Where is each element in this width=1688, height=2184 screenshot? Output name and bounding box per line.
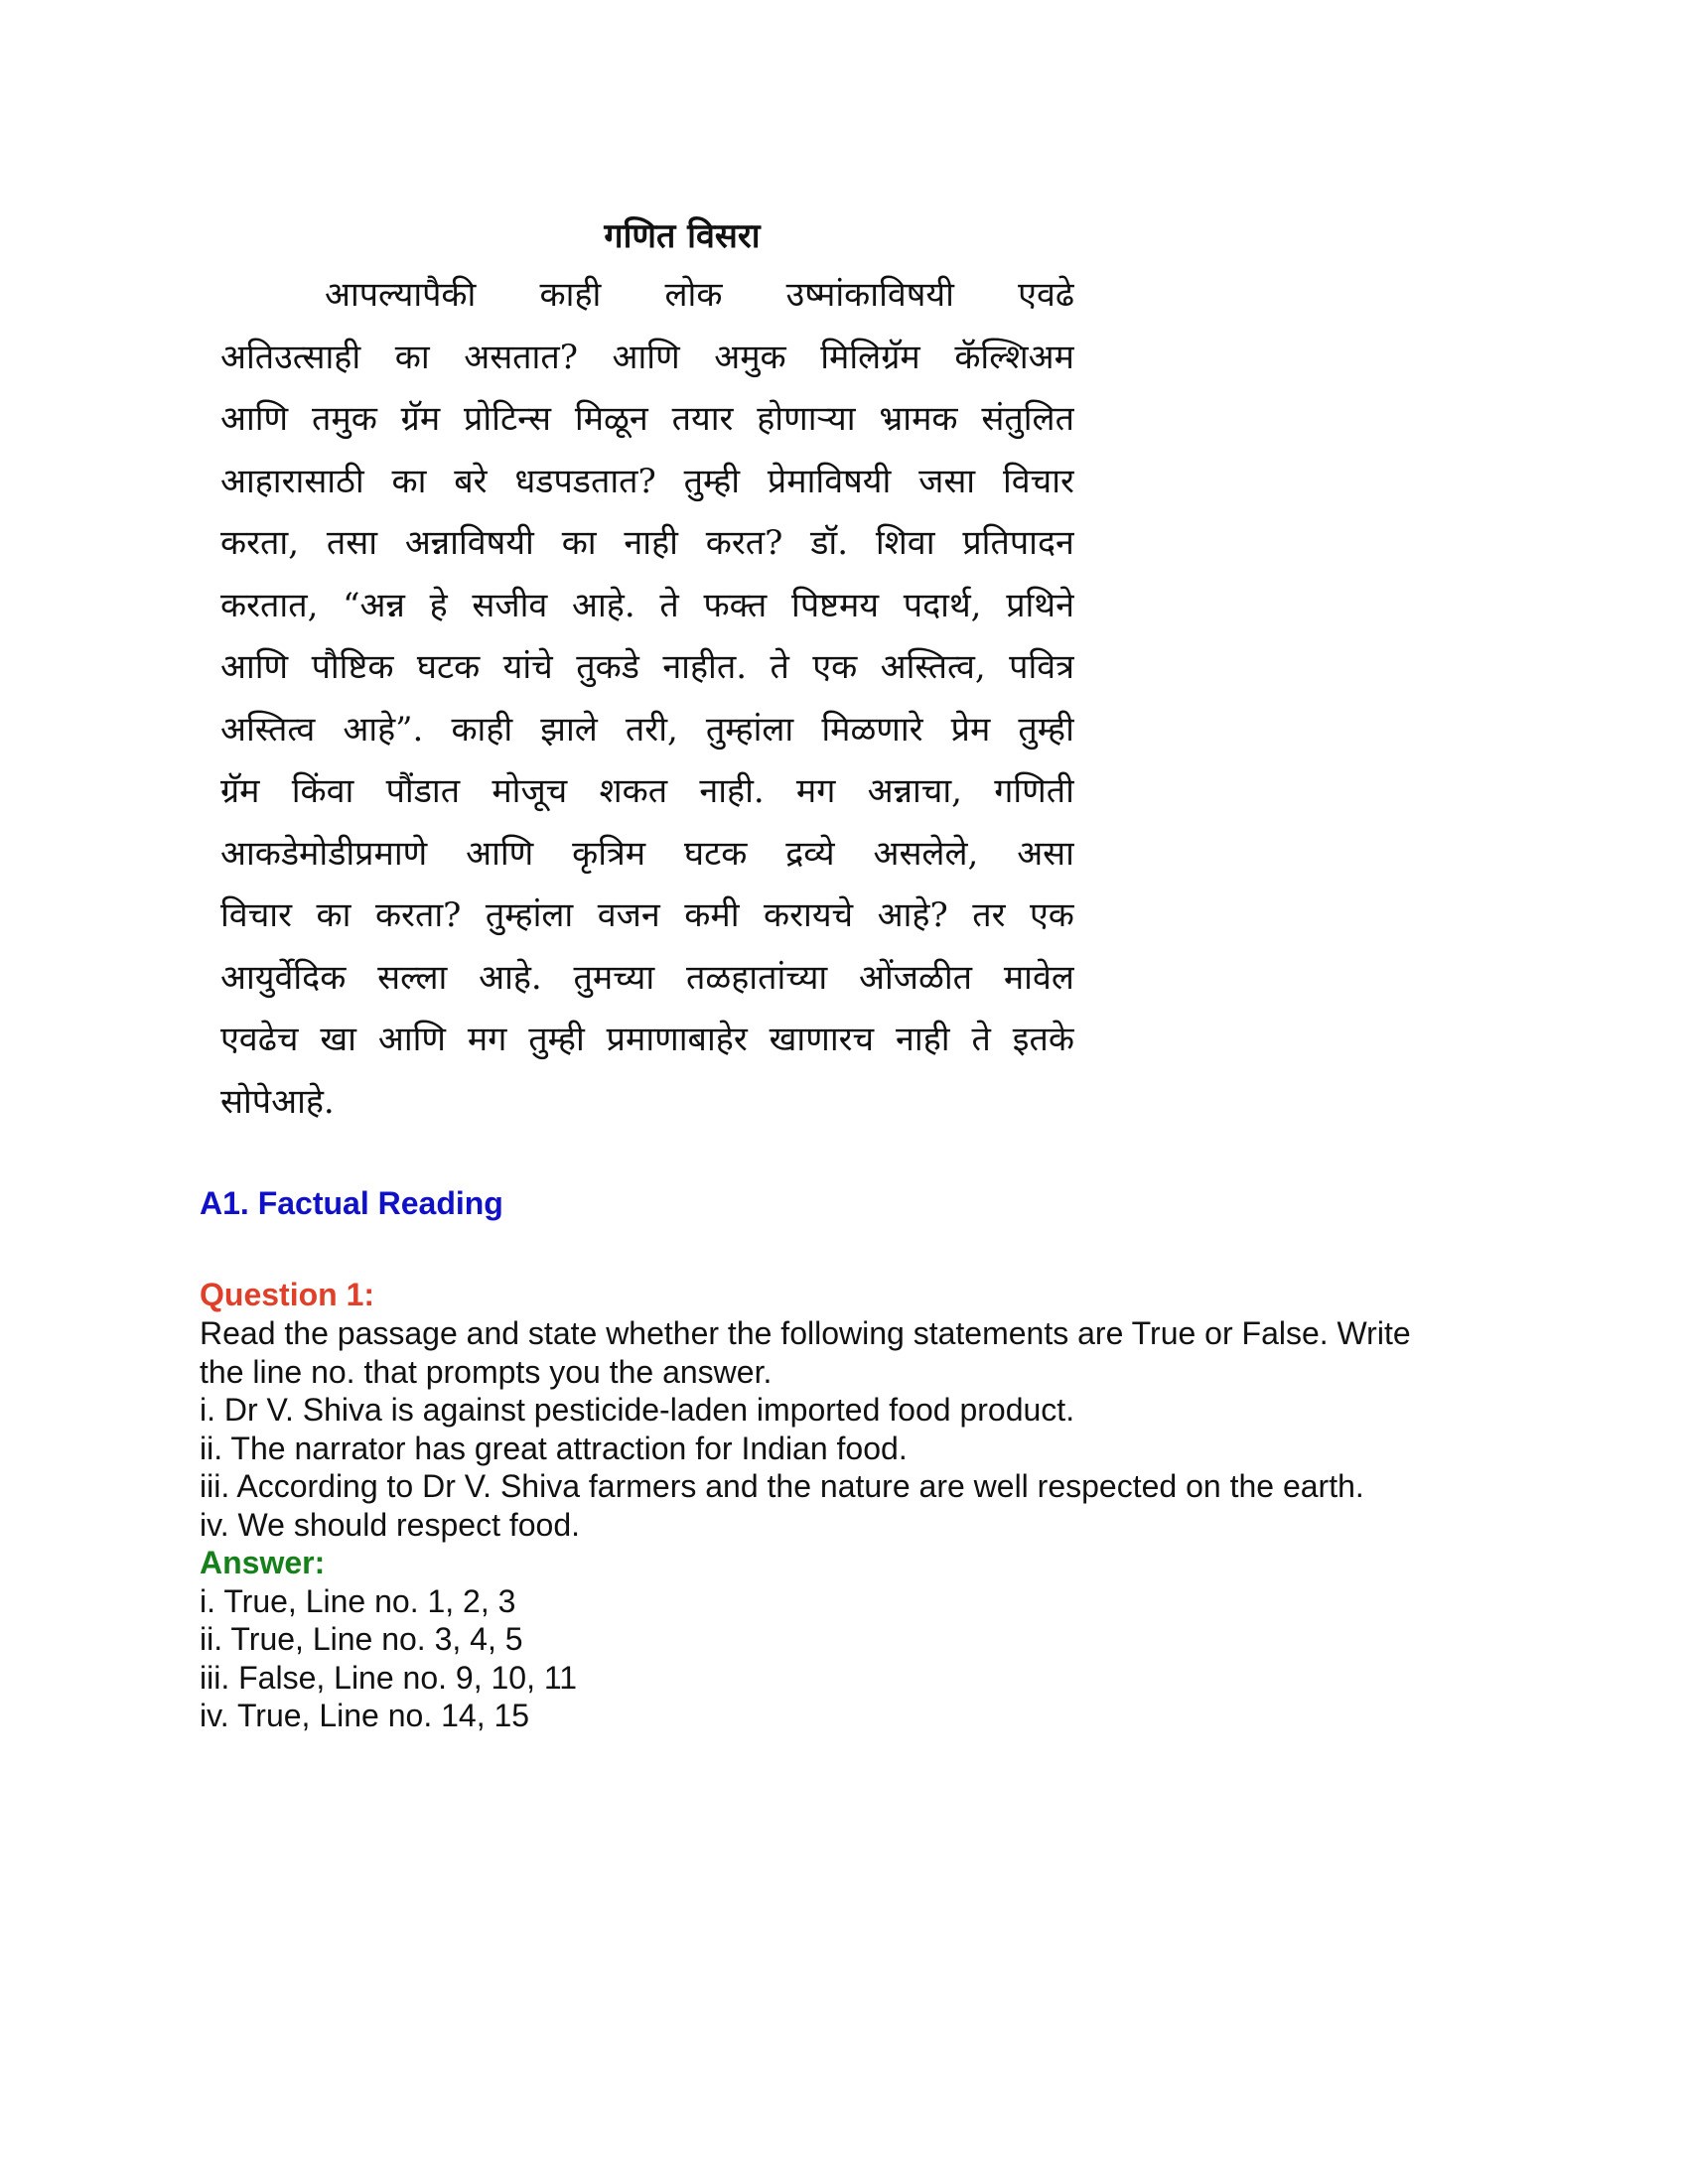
passage-word: करता, — [220, 523, 300, 563]
passage-word: करत? — [705, 523, 783, 563]
passage-word: असतात? — [464, 337, 578, 377]
passage-word: घटक — [416, 647, 481, 687]
passage-word: एवढेच — [220, 1020, 299, 1059]
passage-word: पिष्टमय — [791, 585, 880, 625]
passage-word: आणि — [377, 1020, 446, 1059]
passage-word: ग्रॅम — [220, 771, 260, 811]
passage-word: अतिउत्साही — [220, 337, 361, 377]
passage-word: धडपडतात? — [514, 461, 656, 501]
passage-word: तुम्हांला — [705, 709, 794, 750]
passage-word: विचार — [1002, 461, 1074, 501]
passage-line — [220, 699, 1074, 761]
passage-word: झाले — [540, 709, 598, 750]
passage-word: तुम्ही — [1018, 709, 1074, 750]
passage-word: का — [394, 337, 430, 377]
passage-word: नाही — [624, 523, 678, 563]
passage-word: नाहीत. — [662, 647, 748, 687]
passage-word: प्रेम — [950, 709, 991, 750]
passage-word: विचार — [220, 895, 293, 935]
passage-word: ग्रॅम — [400, 399, 441, 439]
passage-line — [220, 388, 1074, 451]
answer-item: ii. True, Line no. 3, 4, 5 — [200, 1621, 523, 1657]
passage-word: तयार — [671, 399, 734, 439]
passage-line — [220, 947, 1074, 1010]
passage-word: तुम्ही — [683, 461, 741, 501]
passage-word: ओंजळीत — [859, 957, 973, 998]
question-label: Question 1: — [200, 1277, 375, 1312]
passage-word: इतके — [1012, 1020, 1074, 1059]
marathi-passage — [220, 208, 1074, 1133]
passage-word: आहे. — [479, 957, 542, 998]
passage-word: एक — [812, 647, 858, 687]
passage-word: गणिती — [994, 771, 1074, 811]
passage-word: प्रथिने — [1006, 585, 1074, 625]
passage-word: होणाऱ्या — [757, 399, 856, 439]
passage-word: ते — [770, 647, 789, 687]
passage-word: तमुक — [311, 399, 377, 439]
passage-word: मोजूच — [492, 771, 568, 811]
passage-word: जसा — [918, 461, 976, 501]
passage-word: नाही — [896, 1020, 950, 1059]
statement-item: iv. We should respect food. — [200, 1506, 581, 1543]
passage-word: अमुक — [714, 337, 786, 377]
passage-word: मिळून — [574, 399, 648, 439]
passage-word: प्रेमाविषयी — [767, 461, 892, 501]
passage-word: बरे — [454, 461, 488, 501]
passage-word: यांचे — [502, 647, 553, 687]
passage-line — [220, 451, 1074, 513]
passage-line — [220, 885, 1074, 947]
passage-word: तुमच्या — [573, 957, 655, 998]
passage-word: भ्रामक — [879, 399, 958, 439]
passage-word: फक्त — [703, 585, 768, 625]
passage-word: प्रतिपादन — [962, 523, 1074, 563]
instruction-line: Read the passage and state whether the following statements are True or False. Write — [200, 1315, 1411, 1351]
passage-word: किंवा — [291, 771, 354, 811]
passage-word: पदार्थ, — [903, 585, 982, 625]
passage-word: तुकडे — [576, 647, 639, 687]
statement-item: iii. According to Dr V. Shiva farmers and the nature are well respected on the earth. — [200, 1468, 1364, 1504]
passage-word: सोपे — [220, 1081, 272, 1122]
passage-line — [220, 327, 1074, 389]
passage-word: कॅल्शिअम — [954, 337, 1074, 377]
passage-word: अन्नाविषयी — [404, 523, 534, 563]
passage-word: शकत — [599, 771, 668, 811]
passage-word: तुम्ही — [528, 1020, 585, 1059]
passage-line — [220, 823, 1074, 886]
passage-word: करतात, — [220, 585, 319, 625]
passage-word: आहे. — [572, 585, 635, 625]
passage-word: ते — [971, 1020, 991, 1059]
passage-title: गणित विसरा — [604, 216, 761, 256]
passage-word: करायचे — [764, 895, 854, 935]
passage-line — [220, 636, 1074, 699]
passage-word: आणि — [220, 399, 289, 439]
passage-line — [220, 264, 1074, 327]
passage-word: असा — [1017, 833, 1074, 874]
passage-word: ते — [659, 585, 679, 625]
passage-word: कृत्रिम — [572, 833, 646, 874]
answer-item: iv. True, Line no. 14, 15 — [200, 1698, 530, 1733]
passage-word: संतुलित — [981, 399, 1074, 439]
passage-word: काही — [539, 275, 602, 315]
answer-item: i. True, Line no. 1, 2, 3 — [200, 1582, 516, 1619]
passage-word: आणि — [466, 833, 534, 874]
passage-word: पौष्टिक — [311, 647, 394, 687]
passage-word: मग — [467, 1020, 507, 1059]
passage-word: आयुर्वेदिक — [220, 957, 347, 998]
passage-word: प्रोटिन्स — [464, 399, 552, 439]
passage-word: तर — [972, 895, 1006, 935]
passage-word: एक — [1029, 895, 1074, 935]
passage-word: अन्नाचा, — [867, 771, 962, 811]
passage-word: असलेले, — [873, 833, 979, 874]
passage-word: मिळणारे — [821, 709, 923, 750]
passage-word: घटक — [684, 833, 748, 874]
passage-word: प्रमाणाबाहेर — [606, 1020, 748, 1059]
answer-label: Answer: — [200, 1545, 326, 1580]
passage-word: कमी — [684, 895, 740, 935]
passage-word: खाणारच — [769, 1020, 875, 1059]
passage-word: आणि — [220, 647, 289, 687]
passage-word: डॉ. — [810, 523, 849, 563]
statement-item: ii. The narrator has great attraction for Indian food. — [200, 1430, 908, 1466]
passage-word: उष्मांकाविषयी — [785, 275, 954, 315]
passage-word: पौंडात — [385, 771, 461, 811]
passage-word: तरी, — [625, 709, 678, 750]
passage-line — [220, 1071, 1074, 1134]
passage-word: मग — [795, 771, 836, 811]
passage-line — [220, 1009, 1074, 1071]
passage-word: लोक — [664, 275, 723, 315]
instruction-line: the line no. that prompts you the answer. — [200, 1353, 773, 1390]
passage-word: वजन — [597, 895, 660, 935]
passage-word: सजीव — [472, 585, 548, 625]
passage-word: अस्तित्व, — [880, 647, 986, 687]
passage-word: करता? — [374, 895, 462, 935]
passage-word: आहे”. — [343, 709, 424, 750]
section-heading: A1. Factual Reading — [200, 1185, 503, 1221]
passage-word: आहे. — [271, 1081, 335, 1122]
passage-word: नाही. — [699, 771, 765, 811]
passage-word: का — [391, 461, 427, 501]
question-section — [200, 1183, 1490, 1735]
passage-word: आहे? — [877, 895, 948, 935]
passage-word: सल्ला — [377, 957, 448, 998]
passage-word: मावेल — [1003, 957, 1074, 998]
passage-word: तुम्हांला — [485, 895, 574, 935]
passage-word: तसा — [326, 523, 377, 563]
passage-line — [220, 760, 1074, 823]
passage-word: का — [316, 895, 352, 935]
passage-word: द्रव्ये — [785, 833, 835, 874]
passage-word: पवित्र — [1009, 647, 1074, 687]
passage-word: आहारासाठी — [220, 461, 364, 501]
passage-word: “अन्न — [343, 585, 405, 625]
passage-word: आकडेमोडीप्रमाणे — [220, 833, 428, 874]
answer-item: iii. False, Line no. 9, 10, 11 — [200, 1659, 578, 1696]
passage-word: मिलिग्रॅम — [820, 337, 920, 377]
passage-word: शिवा — [875, 523, 935, 563]
passage-word: तळहातांच्या — [685, 957, 828, 998]
passage-word: आणि — [612, 337, 680, 377]
passage-word: हे — [429, 585, 448, 625]
passage-word: खा — [320, 1020, 356, 1059]
passage-word: काही — [451, 709, 513, 750]
passage-line — [220, 512, 1074, 575]
statement-item: i. Dr V. Shiva is against pesticide-laden imported food product. — [200, 1392, 1075, 1428]
passage-word: एवढे — [1018, 275, 1074, 315]
passage-lines — [220, 264, 1074, 1133]
passage-line — [220, 575, 1074, 637]
passage-word: आपल्यापैकी — [325, 275, 477, 315]
passage-word: का — [561, 523, 597, 563]
passage-word: अस्तित्व — [220, 709, 316, 750]
